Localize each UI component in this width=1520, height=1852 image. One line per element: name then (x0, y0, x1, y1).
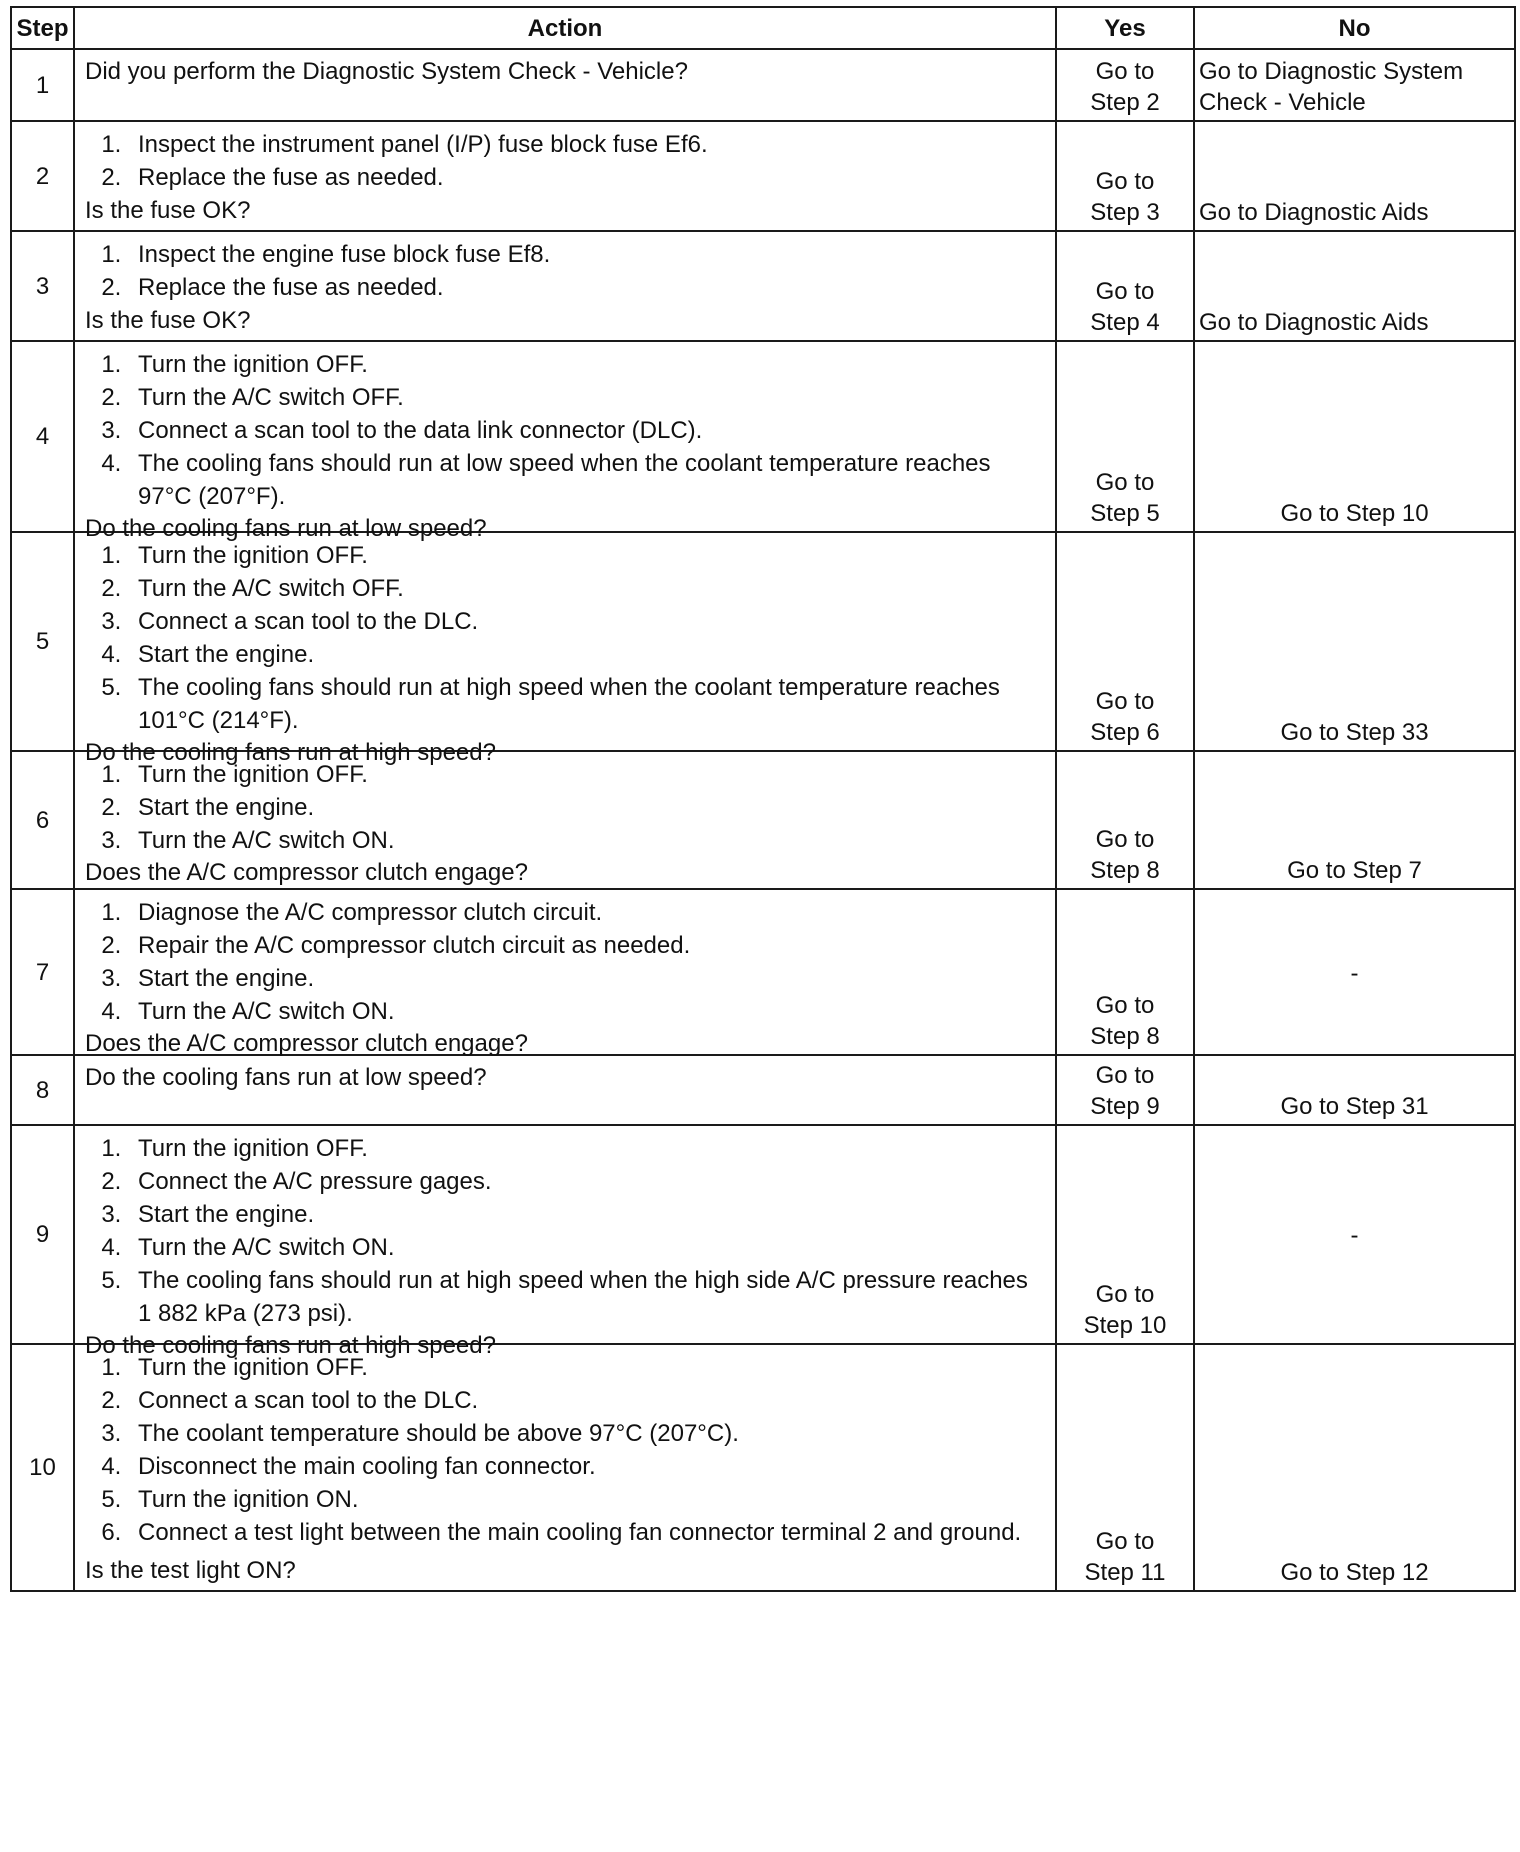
table-row (11, 889, 1515, 1055)
table-row (11, 1344, 1515, 1591)
yes-result (1056, 231, 1194, 341)
yes-result-text: Go to Step 4 (1090, 278, 1160, 336)
action-steps-list (85, 1351, 1045, 1549)
action-step-item: 3. Start the engine. (128, 1198, 1045, 1231)
action-step-item: 3. The coolant temperature should be above 97°C (207°C). (128, 1417, 1045, 1450)
action-step-item: 2. Connect the A/C pressure gages. (128, 1165, 1045, 1198)
yes-result (1056, 889, 1194, 1055)
header-yes: Yes (1056, 7, 1194, 49)
yes-result-text: Go to Step 8 (1090, 992, 1160, 1050)
action-step-item: 5. Turn the ignition ON. (128, 1483, 1045, 1516)
action-cell (74, 889, 1056, 1055)
action-steps-list (85, 539, 1045, 737)
no-result: Go to Step 31 (1194, 1055, 1515, 1125)
action-step-item: 5. The cooling fans should run at high speed when the high side A/C pressure reaches 1 882 kPa (273 psi). (128, 1264, 1045, 1330)
action-cell (74, 231, 1056, 341)
table-row (11, 751, 1515, 889)
action-step-item: 1. Turn the ignition OFF. (128, 1351, 1045, 1384)
step-number: 3 (11, 231, 74, 341)
action-step-item: 3. Turn the A/C switch ON. (128, 824, 1045, 857)
table-row (11, 341, 1515, 532)
no-result: Go to Step 12 (1194, 1344, 1515, 1591)
action-question: Does the A/C compressor clutch engage? (85, 859, 528, 886)
action-step-item: 3. Connect a scan tool to the data link connector (DLC). (128, 414, 1045, 447)
action-step-item: 1. Diagnose the A/C compressor clutch circuit. (128, 896, 1045, 929)
step-number: 2 (11, 121, 74, 231)
action-step-item: 1. Inspect the instrument panel (I/P) fuse block fuse Ef6. (128, 128, 1045, 161)
diagnostic-table (10, 6, 1516, 1592)
table-header-row (11, 7, 1515, 49)
yes-result (1056, 751, 1194, 889)
step-number: 4 (11, 341, 74, 532)
action-question: Does the A/C compressor clutch engage? (85, 1030, 528, 1057)
no-result: - (1194, 1125, 1515, 1344)
action-steps-list (85, 758, 1045, 857)
yes-result (1056, 1055, 1194, 1125)
action-question: Do the cooling fans run at high speed? (85, 739, 496, 766)
action-step-item: 1. Turn the ignition OFF. (128, 348, 1045, 381)
yes-result-text: Go to Step 5 (1090, 469, 1160, 527)
action-step-item: 2. Turn the A/C switch OFF. (128, 572, 1045, 605)
action-question: Is the fuse OK? (85, 197, 251, 224)
action-cell (74, 341, 1056, 542)
action-step-item: 1. Turn the ignition OFF. (128, 1132, 1045, 1165)
no-result: Go to Step 10 (1194, 341, 1515, 532)
no-result: Go to Diagnostic System Check - Vehicle (1194, 49, 1515, 121)
step-number: 8 (11, 1055, 74, 1125)
action-cell (74, 1125, 1056, 1359)
step-number: 6 (11, 751, 74, 889)
table-row (11, 1055, 1515, 1125)
no-result: Go to Diagnostic Aids (1194, 231, 1515, 341)
action-step-item: 4. Start the engine. (128, 638, 1045, 671)
action-step-item: 2. Repair the A/C compressor clutch circuit as needed. (128, 929, 1045, 962)
table-row (11, 1125, 1515, 1344)
yes-result (1056, 341, 1194, 532)
action-step-item: 1. Turn the ignition OFF. (128, 758, 1045, 791)
step-number: 7 (11, 889, 74, 1055)
action-cell (74, 1055, 1056, 1125)
action-step-item: 4. Turn the A/C switch ON. (128, 1231, 1045, 1264)
action-steps-list (85, 896, 1045, 1028)
header-action: Action (74, 7, 1056, 49)
table-row (11, 532, 1515, 751)
table-row (11, 121, 1515, 231)
yes-result-text: Go to Step 3 (1090, 168, 1160, 226)
action-cell (74, 1344, 1056, 1591)
action-steps-list (85, 238, 1045, 304)
yes-result-text: Go to Step 2 (1090, 58, 1160, 116)
table-body (11, 49, 1515, 1591)
yes-result-text: Go to Step 9 (1090, 1062, 1160, 1120)
action-steps-list (85, 128, 1045, 194)
action-step-item: 6. Connect a test light between the main cooling fan connector terminal 2 and ground. (128, 1516, 1045, 1549)
action-step-item: 3. Start the engine. (128, 962, 1045, 995)
action-question: Do the cooling fans run at low speed? (85, 1064, 487, 1091)
action-steps-list (85, 1132, 1045, 1330)
table-row (11, 231, 1515, 341)
action-step-item: 2. Connect a scan tool to the DLC. (128, 1384, 1045, 1417)
header-step: Step (11, 7, 74, 49)
yes-result-text: Go to Step 8 (1090, 826, 1160, 884)
step-number: 1 (11, 49, 74, 121)
action-steps-list (85, 348, 1045, 513)
action-step-item: 2. Start the engine. (128, 791, 1045, 824)
action-cell (74, 751, 1056, 889)
step-number: 9 (11, 1125, 74, 1344)
no-result: Go to Step 33 (1194, 532, 1515, 751)
action-step-item: 4. The cooling fans should run at low speed when the coolant temperature reaches 97°C (207°F). (128, 447, 1045, 513)
action-question: Is the test light ON? (85, 1557, 296, 1584)
yes-result-text: Go to Step 11 (1084, 1528, 1166, 1586)
table-row (11, 49, 1515, 121)
action-cell (74, 532, 1056, 766)
action-step-item: 4. Turn the A/C switch ON. (128, 995, 1045, 1028)
action-step-item: 1. Inspect the engine fuse block fuse Ef8. (128, 238, 1045, 271)
yes-result (1056, 1125, 1194, 1344)
no-result: - (1194, 889, 1515, 1055)
action-step-item: 4. Disconnect the main cooling fan connector. (128, 1450, 1045, 1483)
action-step-item: 2. Replace the fuse as needed. (128, 271, 1045, 304)
action-step-item: 1. Turn the ignition OFF. (128, 539, 1045, 572)
action-question: Do the cooling fans run at low speed? (85, 515, 487, 542)
action-step-item: 2. Turn the A/C switch OFF. (128, 381, 1045, 414)
yes-result-text: Go to Step 6 (1090, 688, 1160, 746)
yes-result-text: Go to Step 10 (1083, 1281, 1167, 1339)
yes-result (1056, 1344, 1194, 1591)
action-cell (74, 121, 1056, 231)
action-question: Did you perform the Diagnostic System Check - Vehicle? (85, 58, 688, 85)
action-step-item: 2. Replace the fuse as needed. (128, 161, 1045, 194)
no-result: Go to Diagnostic Aids (1194, 121, 1515, 231)
action-cell (74, 49, 1056, 121)
header-no: No (1194, 7, 1515, 49)
action-question: Is the fuse OK? (85, 307, 251, 334)
action-question: Do the cooling fans run at high speed? (85, 1332, 496, 1359)
action-step-item: 3. Connect a scan tool to the DLC. (128, 605, 1045, 638)
step-number: 5 (11, 532, 74, 751)
yes-result (1056, 49, 1194, 121)
no-result: Go to Step 7 (1194, 751, 1515, 889)
yes-result (1056, 532, 1194, 751)
step-number: 10 (11, 1344, 74, 1591)
yes-result (1056, 121, 1194, 231)
action-step-item: 5. The cooling fans should run at high speed when the coolant temperature reaches 101°C (214°F). (128, 671, 1045, 737)
